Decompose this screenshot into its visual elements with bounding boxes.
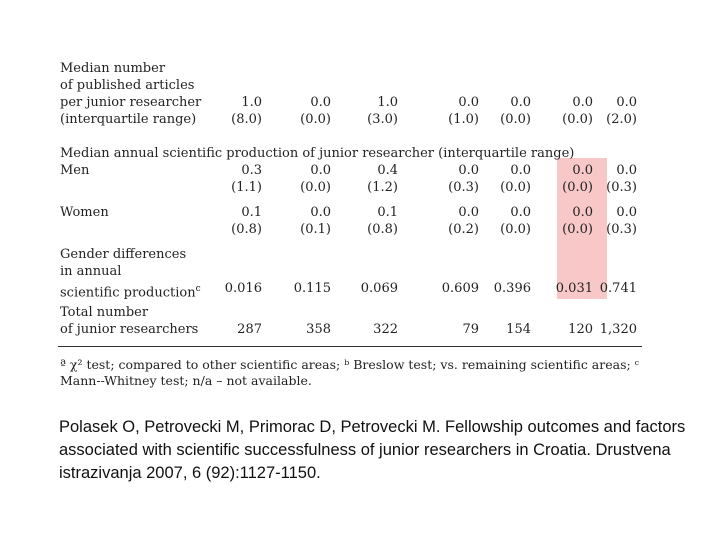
row-label-published-4: (interquartile range) bbox=[60, 112, 197, 127]
row-label-women: Women bbox=[60, 205, 109, 220]
row-label-published-3: per junior researcher bbox=[60, 95, 202, 110]
table-cell: 322 bbox=[373, 322, 398, 337]
row-label-published-2: of published articles bbox=[60, 78, 195, 93]
table-cell: 0.0 bbox=[310, 205, 331, 220]
table-cell: 0.396 bbox=[493, 281, 531, 296]
table-footnote: ª χ² test; compared to other scientific areas; ᵇ Breslow test; vs. remaining scientific areas; ᶜ Mann--Whitney test; n/a – not available. bbox=[60, 357, 639, 388]
table-cell: (0.0) bbox=[300, 180, 331, 195]
table-cell: (0.3) bbox=[448, 180, 479, 195]
table-cell: (0.1) bbox=[300, 222, 331, 237]
table-cell: (3.0) bbox=[367, 112, 398, 127]
table-cell: 0.4 bbox=[377, 163, 398, 178]
row-label-total-2: of junior researchers bbox=[60, 322, 199, 337]
table-cell: 0.609 bbox=[441, 281, 479, 296]
table-cell: 0.0 bbox=[458, 95, 479, 110]
table-cell: 287 bbox=[237, 322, 262, 337]
table-cell: 358 bbox=[306, 322, 331, 337]
table-cell: 0.0 bbox=[572, 163, 593, 178]
table-cell: 79 bbox=[462, 322, 479, 337]
row-label-gender-3 bbox=[60, 281, 201, 301]
table-cell: (0.0) bbox=[562, 112, 593, 127]
table-cell: (0.3) bbox=[606, 180, 637, 195]
table-cell: 0.0 bbox=[572, 95, 593, 110]
table-cell: (2.0) bbox=[606, 112, 637, 127]
gender-label-sup: c bbox=[195, 284, 201, 294]
table-cell: 0.3 bbox=[241, 163, 262, 178]
table-cell: 0.0 bbox=[458, 163, 479, 178]
table-cell: 1,320 bbox=[599, 322, 637, 337]
table-cell: 0.0 bbox=[310, 163, 331, 178]
table-cell: 0.741 bbox=[599, 281, 637, 296]
table-cell: 0.0 bbox=[616, 163, 637, 178]
table-cell: (0.0) bbox=[500, 222, 531, 237]
table-cell: (1.1) bbox=[231, 180, 262, 195]
table-cell: (0.8) bbox=[367, 222, 398, 237]
table-bottom-rule bbox=[58, 346, 642, 347]
table-cell: 0.1 bbox=[241, 205, 262, 220]
section-header-annual: Median annual scientific production of junior researcher (interquartile range) bbox=[60, 146, 575, 161]
table-cell: (0.0) bbox=[500, 180, 531, 195]
table-cell: 0.0 bbox=[510, 95, 531, 110]
row-label-total-1: Total number bbox=[60, 305, 149, 320]
table-cell: 0.031 bbox=[555, 281, 593, 296]
table-cell: 0.0 bbox=[572, 205, 593, 220]
gender-label-text: scientific production bbox=[60, 285, 196, 301]
table-cell: 120 bbox=[568, 322, 593, 337]
table-cell: (0.0) bbox=[562, 180, 593, 195]
table-cell: 0.0 bbox=[510, 163, 531, 178]
table-cell: 0.0 bbox=[616, 95, 637, 110]
table-cell: (0.0) bbox=[500, 112, 531, 127]
table-cell: 0.115 bbox=[293, 281, 331, 296]
table-cell: 0.0 bbox=[310, 95, 331, 110]
table-cell: (0.0) bbox=[562, 222, 593, 237]
table-cell: (1.2) bbox=[367, 180, 398, 195]
row-label-men: Men bbox=[60, 163, 90, 178]
table-cell: (8.0) bbox=[231, 112, 262, 127]
table-cell: 0.0 bbox=[616, 205, 637, 220]
table-cell: 0.0 bbox=[510, 205, 531, 220]
row-label-published-1: Median number bbox=[60, 61, 166, 76]
table-cell: (0.8) bbox=[231, 222, 262, 237]
table-cell: 154 bbox=[506, 322, 531, 337]
table-cell: (1.0) bbox=[448, 112, 479, 127]
table-cell: (0.0) bbox=[300, 112, 331, 127]
table-cell: 1.0 bbox=[377, 95, 398, 110]
table-cell: 0.069 bbox=[360, 281, 398, 296]
row-label-gender-2: in annual bbox=[60, 264, 122, 279]
table-cell: (0.2) bbox=[448, 222, 479, 237]
table-cell: 0.016 bbox=[224, 281, 262, 296]
table-cell: (0.3) bbox=[606, 222, 637, 237]
table-cell: 0.1 bbox=[377, 205, 398, 220]
table-cell: 0.0 bbox=[458, 205, 479, 220]
table-cell: 1.0 bbox=[241, 95, 262, 110]
citation-caption: Polasek O, Petrovecki M, Primorac D, Petrovecki M. Fellowship outcomes and factors associated with scientific successfulness of junior researchers in Croatia. Drustvena istrazivanja 2007, 6 (92):1127-1150. bbox=[59, 418, 686, 482]
row-label-gender-1: Gender differences bbox=[60, 247, 187, 262]
